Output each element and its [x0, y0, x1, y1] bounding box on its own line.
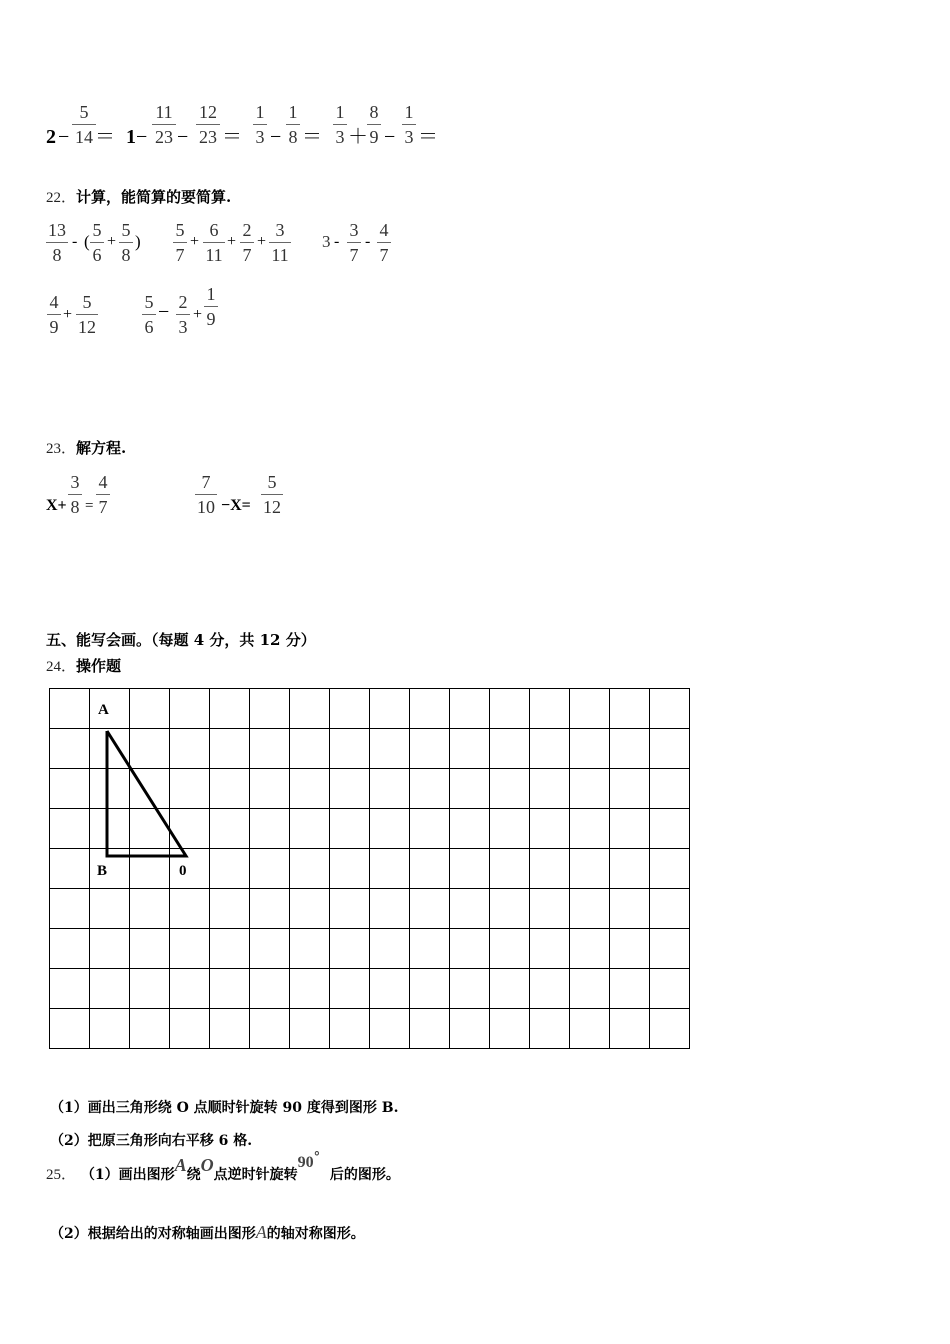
- e2-fraction-2: 12 23: [196, 102, 220, 147]
- q22-e2-op1: +: [190, 233, 200, 250]
- q22-e3-lead: 3: [322, 232, 331, 251]
- e3-minus: −: [270, 126, 282, 148]
- e4-fraction-1: 1 3: [333, 102, 347, 147]
- q23-eq1-fraction-1: 3 8: [68, 472, 82, 517]
- q23-eq1-lead: X+: [46, 497, 67, 514]
- q22-e1-fraction-3: 5 8: [119, 220, 133, 265]
- q25-t1-suffix: 后的图形。: [329, 1167, 400, 1183]
- q22-e5-fraction-2: 2 3: [176, 292, 190, 337]
- q25-degree: °: [313, 1150, 321, 1165]
- e2-equals: ＝: [222, 126, 242, 148]
- q22-e3-op2: -: [365, 233, 371, 250]
- q22-e2-fraction-2: 6 11: [203, 220, 225, 265]
- q25-var-a: A: [174, 1155, 187, 1175]
- q22-e3-op1: -: [334, 233, 340, 250]
- e2-fraction-1: 11 23: [152, 102, 176, 147]
- e1-minus: −: [58, 126, 70, 148]
- q22-e1-fraction-2: 5 6: [90, 220, 104, 265]
- q22-e1-fraction-1: 13 8: [48, 220, 66, 265]
- e1-equals: ＝: [95, 126, 115, 148]
- q23-eq2-fraction-2: 5 12: [263, 472, 281, 517]
- q23-number: 23．: [46, 441, 77, 457]
- e2-minus: −: [136, 126, 148, 148]
- q25-t2-var: A: [255, 1222, 267, 1242]
- q22-e3-fraction-1: 3 7: [347, 220, 361, 265]
- q23-title: 解方程.: [76, 439, 127, 457]
- q25-t1-mid2: 点逆时针旋转: [213, 1167, 298, 1183]
- e4-equals: ＝: [418, 126, 438, 148]
- q22-title: 计算，能简算的要简算.: [76, 188, 232, 206]
- q22-e2-op2: +: [227, 233, 237, 250]
- q23-eq2-fraction-1: 7 10: [197, 472, 215, 517]
- q22-e2-op3: +: [257, 233, 267, 250]
- q24-title: 操作题: [76, 657, 122, 675]
- e2-minus-2: −: [177, 126, 189, 148]
- q22-e1-lparen: (: [84, 232, 90, 251]
- q22-e5-fraction-3: 1 9: [204, 284, 218, 329]
- q25-number: 25．: [46, 1167, 77, 1183]
- point-o-label: 0: [179, 863, 187, 879]
- q22-e3-fraction-2: 4 7: [377, 220, 391, 265]
- section5-title: 五、能写会画。（每题 4 分，共 12 分）: [46, 631, 316, 649]
- q25-t1-prefix: （1）画出图形: [80, 1167, 175, 1183]
- e4-fraction-2: 8 9: [367, 102, 381, 147]
- q23-eq1-fraction-2: 4 7: [96, 472, 110, 517]
- q22-e2-fraction-4: 3 11: [269, 220, 291, 265]
- q24-task-2: （2）把原三角形向右平移 6 格.: [50, 1133, 253, 1149]
- q25-t2-prefix: （2）根据给出的对称轴画出图形: [50, 1226, 256, 1242]
- q25-angle: 90: [297, 1154, 314, 1171]
- e4-fraction-3: 1 3: [402, 102, 416, 147]
- triangle-shape: [107, 731, 186, 856]
- q22-e1-op2: +: [107, 233, 117, 250]
- q22-number: 22．: [46, 190, 77, 206]
- q22-e4-fraction-2: 5 12: [78, 292, 96, 337]
- q22-e5-op2: +: [193, 306, 203, 323]
- q22-e1-rparen: ): [135, 232, 141, 251]
- e1-lead: 2: [46, 126, 56, 148]
- q22-e1-op1: -: [72, 233, 78, 250]
- e3-equals: ＝: [302, 126, 322, 148]
- q23-eq1-equals: =: [85, 498, 94, 514]
- q22-e4-op1: +: [63, 306, 73, 323]
- q25-t2-suffix: 的轴对称图形。: [266, 1226, 365, 1242]
- e1-fraction: 5 14: [72, 102, 96, 147]
- q25-task-1: [46, 1150, 400, 1199]
- q22-e2-fraction-1: 5 7: [173, 220, 187, 265]
- q24-number: 24．: [46, 659, 77, 675]
- point-a-label: A: [98, 702, 109, 718]
- e3-fraction-1: 1 3: [253, 102, 267, 147]
- q25-task-2: [50, 1222, 365, 1243]
- q22-e4-fraction-1: 4 9: [47, 292, 61, 337]
- q22-e2-fraction-3: 2 7: [240, 220, 254, 265]
- q22-e5-op1: −: [158, 301, 170, 323]
- e2-lead: 1: [126, 126, 136, 148]
- e3-fraction-2: 1 8: [286, 102, 300, 147]
- q23-eq2-mid: −X=: [221, 497, 251, 514]
- q25-t1-mid: 绕: [186, 1167, 201, 1183]
- point-b-label: B: [97, 863, 108, 879]
- q25-var-o: O: [200, 1155, 214, 1175]
- q22-e5-fraction-1: 5 6: [142, 292, 156, 337]
- e4-minus: −: [384, 126, 396, 148]
- q24-task-1: （1）画出三角形绕 O 点顺时针旋转 90 度得到图形 B.: [50, 1100, 399, 1116]
- e4-plus: ＋: [348, 126, 368, 148]
